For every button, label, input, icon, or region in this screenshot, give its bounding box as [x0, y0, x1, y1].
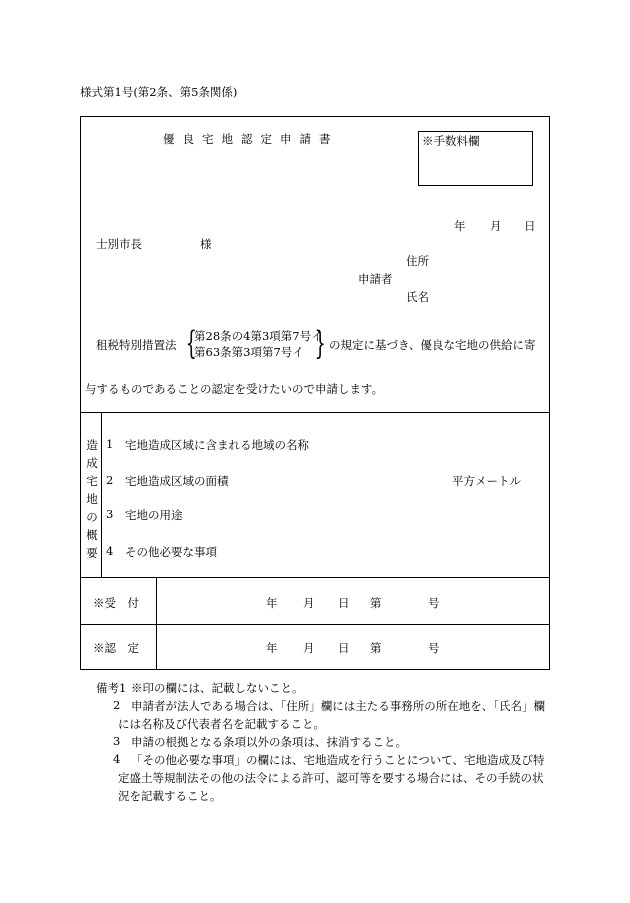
form-title [163, 131, 339, 147]
overview-char: 成 [86, 456, 98, 470]
item-number: 2 [106, 473, 114, 487]
fee-box-label: ※手数料欄 [422, 134, 480, 148]
receipt-dai: 第 [370, 596, 382, 610]
addressee: 士別市長 [96, 237, 142, 251]
overview-char: 造 [86, 438, 98, 452]
addressee-honorific: 様 [200, 237, 212, 251]
body-text-2: 与するものであることの認定を受けたいので申請します。 [85, 382, 384, 396]
receipt-month: 月 [303, 596, 315, 610]
item-number: 3 [106, 507, 114, 521]
law-name: 租税特別措置法 [96, 338, 177, 352]
title-char: 優 [163, 132, 175, 146]
name-label: 氏名 [406, 290, 429, 304]
title-char: 書 [319, 132, 331, 146]
note-4-line-3: 況を記載すること。 [118, 789, 222, 803]
overview-char: 要 [86, 546, 98, 560]
divider-certification-top [80, 624, 550, 625]
certification-day: 日 [338, 641, 350, 655]
title-char: 良 [182, 132, 194, 146]
certification-go: 号 [428, 641, 440, 655]
receipt-go: 号 [428, 596, 440, 610]
note-1: ※印の欄には、記載しないこと。 [131, 681, 304, 695]
item-number: 4 [106, 544, 114, 558]
certification-year: 年 [266, 641, 278, 655]
notes-prefix: 備考1 [96, 681, 127, 695]
certification-dai: 第 [370, 641, 382, 655]
item-label: 宅地の用途 [125, 508, 183, 522]
left-brace: { [185, 324, 197, 362]
note-2-line-1: 申請者が法人である場合は、「住所」欄には主たる事務所の所在地を、「氏名」欄 [131, 699, 545, 713]
body-text-1: の規定に基づき、優良な宅地の供給に寄 [329, 338, 536, 352]
receipt-label: ※受 付 [93, 596, 139, 610]
right-brace: } [314, 324, 326, 362]
note-2-line-2: には名称及び代表者名を記載すること。 [118, 717, 325, 731]
certification-label: ※認 定 [93, 641, 139, 655]
note-4-line-2: 定盛土等規制法その他の法令による許可、認可等を要する場合には、その手続の状 [118, 771, 544, 785]
receipt-year: 年 [266, 596, 278, 610]
title-char: 請 [299, 132, 311, 146]
overview-column-divider [101, 412, 102, 577]
date-month: 月 [490, 219, 502, 233]
item-label: その他必要な事項 [125, 545, 217, 559]
date-day: 日 [524, 219, 536, 233]
applicant-label: 申請者 [358, 272, 393, 286]
form-number: 様式第1号(第2条、第5条関係) [80, 85, 238, 99]
overview-char: 地 [86, 492, 98, 506]
item-label: 宅地造成区域に含まれる地域の名称 [125, 438, 309, 452]
overview-char: 概 [86, 528, 98, 542]
divider-overview-top [80, 412, 550, 413]
divider-receipt-top [80, 577, 550, 578]
note-3-number: 3 [113, 734, 121, 748]
area-unit: 平方メートル [452, 474, 521, 488]
overview-char: 宅 [86, 474, 98, 488]
overview-char: の [86, 510, 98, 524]
title-char: 地 [221, 132, 233, 146]
law-option-2: 第63条第3項第7号イ [194, 345, 304, 359]
receipt-day: 日 [338, 596, 350, 610]
item-number: 1 [106, 437, 114, 451]
note-2-number: 2 [113, 698, 121, 712]
address-label: 住所 [406, 254, 429, 268]
title-char: 認 [241, 132, 253, 146]
title-char: 宅 [202, 132, 214, 146]
note-4-line-1: 「その他必要な事項」の欄には、宅地造成を行うことについて、宅地造成及び特 [131, 753, 545, 767]
note-3: 申請の根拠となる条項以外の条項は、抹消すること。 [131, 735, 407, 749]
date-year: 年 [454, 219, 466, 233]
law-option-1: 第28条の4第3項第7号イ [194, 329, 323, 343]
certification-month: 月 [303, 641, 315, 655]
title-char: 申 [280, 132, 292, 146]
note-4-number: 4 [113, 752, 121, 766]
item-label: 宅地造成区域の面積 [125, 474, 229, 488]
status-column-divider [156, 577, 157, 670]
title-char: 定 [260, 132, 272, 146]
